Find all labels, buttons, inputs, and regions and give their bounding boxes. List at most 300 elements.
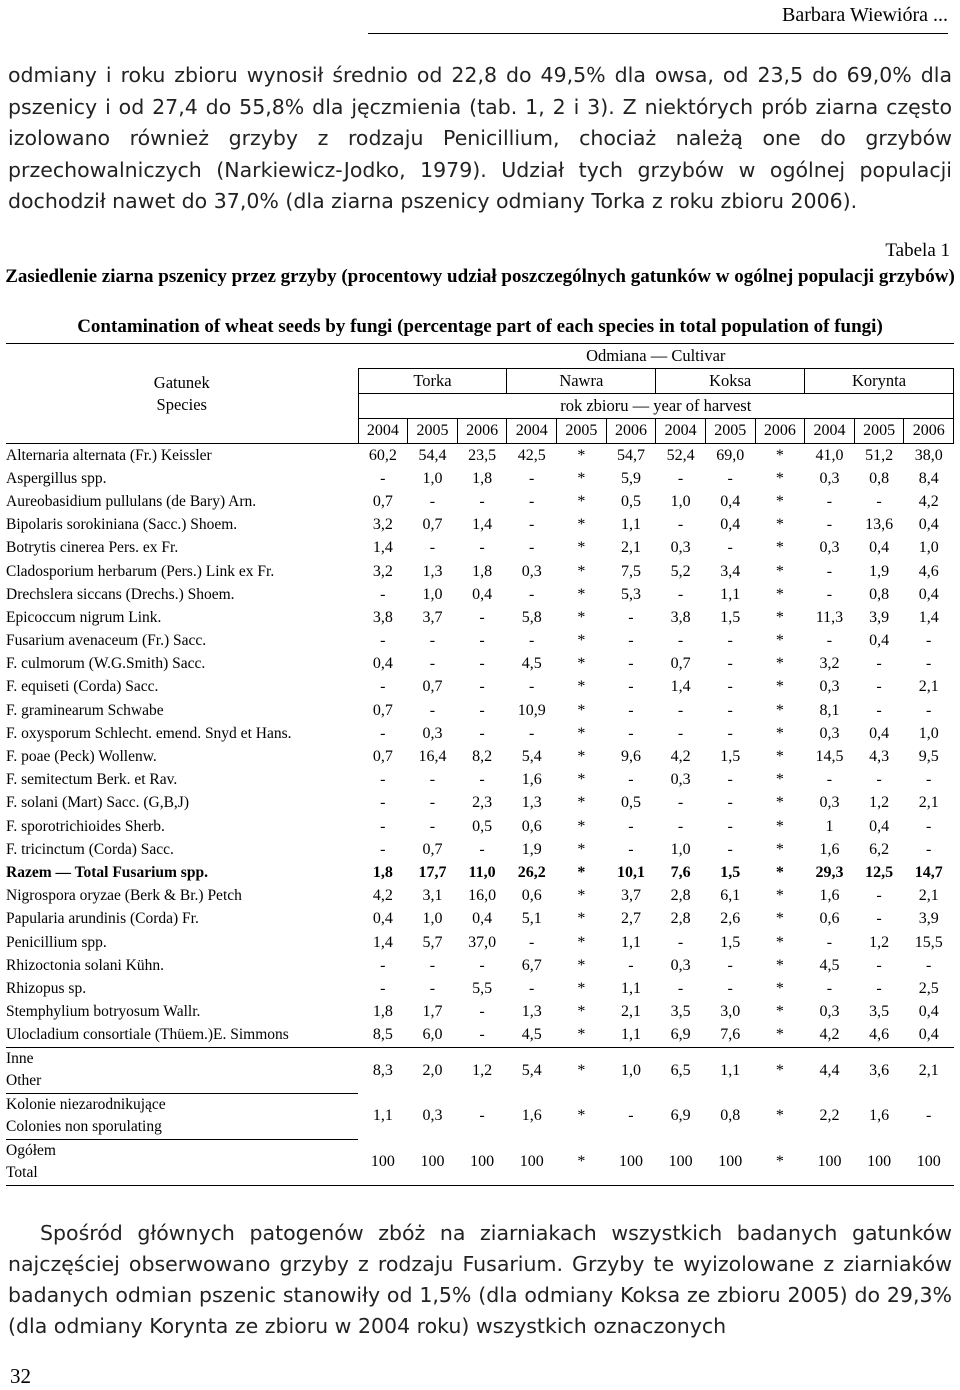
value-cell: - [479,678,485,696]
value-cell: 6,9 [670,1107,691,1125]
value-cell: 5,8 [521,608,542,626]
value-cell: * [775,585,784,603]
value-cell: - [826,933,833,951]
outro-paragraph [8,1218,952,1342]
value-cell: 6,1 [720,887,741,905]
value-cell: 0,8 [869,469,890,487]
value-cell: 1,0 [918,724,939,742]
value-cell: 60,2 [358,444,408,468]
value-cell: 3,5 [869,1003,890,1021]
table-row [6,444,954,468]
year-cell: 2005 [854,419,904,444]
year-cell: 2006 [755,419,805,444]
value-cell: - [628,655,634,673]
value-cell: 1,5 [720,748,741,766]
value-cell: - [628,701,634,719]
value-cell: * [577,979,586,997]
value-cell: 3,9 [918,910,939,928]
value-cell: - [826,771,833,789]
value-cell: * [577,1003,586,1021]
value-cell: - [876,887,882,905]
value-cell: - [926,771,932,789]
value-cell: 4,5 [521,655,542,673]
value-cell: - [479,840,485,858]
value-cell: - [677,817,684,835]
value-cell: - [479,724,485,742]
value-cell: 14,5 [815,748,844,766]
value-cell: 2,2 [819,1107,840,1125]
value-cell: * [775,1026,784,1044]
value-cell: - [876,910,882,928]
value-cell: - [628,608,634,626]
value-cell: - [628,771,634,789]
value-cell: * [775,1003,784,1021]
species-name: Rhizoctonia solani Kühn. [6,956,164,974]
value-cell: * [775,840,784,858]
value-cell: 1,9 [869,562,890,580]
species-name: F. culmorum (W.G.Smith) Sacc. [6,655,206,673]
value-cell: 54,7 [606,444,656,468]
value-cell: 4,2 [670,748,691,766]
value-cell: - [429,979,436,997]
value-cell: 0,4 [472,585,493,603]
value-cell: 0,8 [869,585,890,603]
value-cell: - [628,956,634,974]
value-cell: 3,4 [720,562,741,580]
value-cell: * [775,655,784,673]
value-cell: * [775,632,784,650]
value-cell: * [577,724,586,742]
value-cell: * [775,771,784,789]
value-cell: - [876,701,882,719]
value-cell: 1,8 [472,562,493,580]
species-name: Botrytis cinerea Pers. ex Fr. [6,539,179,557]
value-cell: 23,5 [457,444,507,468]
value-cell: 1,1 [372,1107,393,1125]
value-cell: - [380,585,386,603]
value-cell: * [577,516,586,534]
table-row [6,769,954,792]
intro-paragraph [8,60,952,218]
species-name: F. tricinctum (Corda) Sacc. [6,840,174,858]
species-name: Papularia arundinis (Corda) Fr. [6,910,199,928]
table-row [6,954,954,977]
value-cell: 41,0 [805,444,855,468]
value-cell: - [826,585,833,603]
table-body [6,444,954,1186]
cultivar-header: Odmiana — Cultivar [358,344,954,369]
value-cell: - [479,1107,485,1125]
value-cell: 1,2 [869,933,890,951]
value-cell: 1,0 [422,910,443,928]
table-row [6,676,954,699]
value-cell: 100 [457,1139,507,1185]
value-cell: 9,5 [918,748,939,766]
value-cell: 1,4 [918,608,939,626]
value-cell: - [826,632,833,650]
value-cell: 10,9 [517,701,546,719]
value-cell: 4,2 [918,492,939,510]
table-row [6,861,954,884]
value-cell: - [529,933,535,951]
value-cell: - [429,956,436,974]
value-cell: 5,5 [472,979,493,997]
value-cell: - [529,632,535,650]
value-cell: - [677,794,684,812]
value-cell: - [826,979,833,997]
value-cell: 16,4 [418,748,447,766]
year-cell: 2005 [408,419,458,444]
table-caption-polish: Zasiedlenie ziarna pszenicy przez grzyby (procentowy udział poszczególnych gatunków w ogólnej populacji grzybów) [5,266,955,287]
species-name: Aspergillus spp. [6,469,107,487]
value-cell: - [479,608,485,626]
value-cell: 8,4 [918,469,939,487]
value-cell: - [677,632,684,650]
value-cell: - [529,469,535,487]
value-cell: 7,6 [670,863,691,881]
value-cell: - [529,492,535,510]
value-cell: - [926,956,932,974]
value-cell: 8,5 [372,1026,393,1044]
value-cell: 0,5 [620,794,641,812]
value-cell: 100 [705,1139,755,1185]
value-cell: 0,4 [720,516,741,534]
value-cell: 3,5 [670,1003,691,1021]
value-cell: * [755,1139,805,1185]
value-cell: 1,0 [606,1047,656,1093]
value-cell: 1,5 [720,608,741,626]
value-cell: 2,8 [670,910,691,928]
value-cell: 5,4 [521,748,542,766]
year-cell: 2004 [656,419,706,444]
value-cell: * [775,724,784,742]
value-cell: - [926,701,932,719]
value-cell: 2,7 [620,910,641,928]
value-cell: 0,3 [670,771,691,789]
value-cell: 0,3 [819,539,840,557]
table-row [6,653,954,676]
table-row [6,885,954,908]
value-cell: - [727,469,733,487]
value-cell: 1,0 [670,840,691,858]
value-cell: 8,3 [358,1047,408,1093]
value-cell: * [577,562,586,580]
value-cell: 5,1 [521,910,542,928]
value-cell: - [727,632,733,650]
value-cell: 0,4 [372,655,393,673]
value-cell: 3,8 [372,608,393,626]
value-cell: 9,6 [620,748,641,766]
value-cell: 8,2 [472,748,493,766]
value-cell: 0,4 [918,1003,939,1021]
value-cell: 1,1 [720,585,741,603]
value-cell: - [727,794,733,812]
value-cell: 1,2 [457,1047,507,1093]
value-cell: 0,7 [372,492,393,510]
value-cell: 2,1 [918,794,939,812]
table-row [6,908,954,931]
value-cell: 4,5 [819,956,840,974]
table-row [6,1093,954,1139]
value-cell: 100 [805,1139,855,1185]
value-cell: 8,1 [819,701,840,719]
value-cell: 6,5 [656,1047,706,1093]
species-name: F. poae (Peck) Wollenw. [6,748,157,766]
value-cell: - [479,632,485,650]
value-cell: - [677,585,684,603]
value-cell: - [429,771,436,789]
value-cell: - [677,979,684,997]
value-cell: * [775,979,784,997]
species-name: Nigrospora oryzae (Berk & Br.) Petch [6,887,242,905]
value-cell: * [775,863,784,881]
value-cell: - [429,817,436,835]
value-cell: - [926,655,932,673]
value-cell: * [775,539,784,557]
value-cell: 1,1 [620,516,641,534]
value-cell: 0,3 [819,469,840,487]
value-cell: 0,3 [422,1107,443,1125]
value-cell: - [926,1107,932,1125]
value-cell: 0,4 [869,539,890,557]
value-cell: 13,6 [865,516,894,534]
value-cell: - [727,771,733,789]
cultivar-koksa: Koksa [656,369,805,394]
value-cell: 0,4 [720,492,741,510]
species-name: Penicillium spp. [6,933,107,951]
value-cell: * [577,585,586,603]
table-row [6,838,954,861]
value-cell: - [628,632,634,650]
value-cell: - [479,492,485,510]
value-cell: - [727,817,733,835]
year-cell: 2004 [805,419,855,444]
value-cell: 3,8 [670,608,691,626]
value-cell: 4,6 [869,1026,890,1044]
value-cell: - [380,840,386,858]
table-row [6,931,954,954]
value-cell: 6,9 [670,1026,691,1044]
value-cell: - [727,840,733,858]
species-name: Drechslera siccans (Drechs.) Shoem. [6,585,235,603]
value-cell: * [577,492,586,510]
value-cell: 38,0 [904,444,954,468]
value-cell: 1,6 [521,771,542,789]
value-cell: * [775,817,784,835]
value-cell: * [775,492,784,510]
value-cell: * [577,469,586,487]
year-cell: 2006 [904,419,954,444]
value-cell: 0,3 [819,794,840,812]
value-cell: - [727,678,733,696]
value-cell: * [557,1047,607,1093]
intro-text: odmiany i roku zbioru wynosił średnio od 22,8 do 49,5% dla owsa, od 23,5 do 69,0% dla pszenicy i od 27,4 do 55,8% dla jęczmienia (tab. 1, 2 i 3). Z niektórych prób ziarna często izolowano również grzyby z rodzaju Penicillium, chociaż należą one do grzybów przechowalniczych (Narkiewicz-Jodko, 1979). Udział tych grzybów w ogólnej populacji dochodził nawet do 37,0% (dla ziarna pszenicy odmiany Torka z roku zbioru 2006). [8,63,952,213]
value-cell: 2,1 [620,1003,641,1021]
value-cell: * [577,632,586,650]
value-cell: * [577,933,586,951]
value-cell: 52,4 [656,444,706,468]
value-cell: 1,2 [869,794,890,812]
value-cell: 5,3 [620,585,641,603]
value-cell: 2,1 [620,539,641,557]
value-cell: 0,7 [422,840,443,858]
value-cell: 0,7 [670,655,691,673]
value-cell: 0,4 [869,724,890,742]
species-name: Rhizopus sp. [6,979,87,997]
value-cell: 3,2 [372,516,393,534]
value-cell: * [577,701,586,719]
value-cell: 2,6 [720,910,741,928]
value-cell: 54,4 [408,444,458,468]
value-cell: 1,3 [521,1003,542,1021]
value-cell: 3,1 [422,887,443,905]
species-name: F. graminearum Schwabe [6,701,164,719]
value-cell: 0,3 [670,539,691,557]
value-cell: 4,6 [918,562,939,580]
value-cell: - [727,724,733,742]
value-cell: 100 [854,1139,904,1185]
value-cell: - [380,979,386,997]
value-cell: - [380,794,386,812]
value-cell: - [876,956,882,974]
value-cell: 1,4 [472,516,493,534]
value-cell: - [429,492,436,510]
value-cell: 1,8 [372,863,393,881]
value-cell: - [380,678,386,696]
value-cell: * [775,516,784,534]
value-cell: 10,1 [616,863,645,881]
table-row [6,699,954,722]
value-cell: 0,6 [521,887,542,905]
value-cell: * [577,1026,586,1044]
value-cell: 1 [825,817,834,835]
value-cell: 1,0 [918,539,939,557]
value-cell: - [826,516,833,534]
value-cell: * [775,469,784,487]
value-cell: 5,2 [670,562,691,580]
year-cell: 2004 [358,419,408,444]
species-name: Ogółem Total [6,1139,358,1185]
year-cell: 2006 [606,419,656,444]
value-cell: - [429,632,436,650]
value-cell: * [577,863,586,881]
value-cell: - [479,1003,485,1021]
value-cell: 16,0 [468,887,497,905]
value-cell: 1,4 [372,539,393,557]
cultivar-torka: Torka [358,369,507,394]
table-row [6,467,954,490]
value-cell: 100 [656,1139,706,1185]
value-cell: - [479,1026,485,1044]
value-cell: 6,7 [521,956,542,974]
value-cell: 42,5 [507,444,557,468]
value-cell: 0,6 [819,910,840,928]
value-cell: 0,7 [422,516,443,534]
value-cell: - [429,655,436,673]
table-row [6,1001,954,1024]
value-cell: 0,3 [521,562,542,580]
species-header: Gatunek Species [6,344,358,444]
value-cell: * [775,562,784,580]
value-cell: - [727,655,733,673]
value-cell: 0,3 [819,678,840,696]
value-cell: - [529,724,535,742]
value-cell: 1,8 [472,469,493,487]
value-cell: - [628,1107,634,1125]
value-cell: 3,6 [854,1047,904,1093]
species-name: Cladosporium herbarum (Pers.) Link ex Fr. [6,562,275,580]
page-number: 32 [10,1364,31,1388]
value-cell: 0,7 [372,748,393,766]
value-cell: * [577,794,586,812]
value-cell: - [677,724,684,742]
table-row [6,815,954,838]
value-cell: - [628,724,634,742]
value-cell: 1,1 [620,933,641,951]
running-header [368,4,948,34]
value-cell: 1,0 [422,469,443,487]
species-name: Bipolaris sorokiniana (Sacc.) Shoem. [6,516,238,534]
species-name: Stemphylium botryosum Wallr. [6,1003,201,1021]
table-row [6,745,954,768]
table-row [6,630,954,653]
outro-text: Spośród głównych patogenów zbóż na ziarniakach wszystkich badanych gatunków najczęściej obserwowano grzyby z rodzaju Fusarium. Grzyby te wyizolowane z ziarniaków badanych odmian pszenic stanowiły od 1,5% (dla odmiany Koksa ze zbioru 2005) do 29,3% (dla odmiany Korynta ze zbioru w 2004 roku) wszystkich oznaczonych [8,1221,952,1338]
species-name: Aureobasidium pullulans (de Bary) Arn. [6,492,257,510]
value-cell: 100 [507,1139,557,1185]
value-cell: - [727,956,733,974]
value-cell: 100 [408,1139,458,1185]
value-cell: - [529,979,535,997]
value-cell: 1,6 [869,1107,890,1125]
value-cell: * [577,539,586,557]
value-cell: - [926,817,932,835]
value-cell: 1,6 [521,1107,542,1125]
value-cell: - [628,817,634,835]
value-cell: 6,2 [869,840,890,858]
value-cell: 0,3 [819,724,840,742]
table-row [6,1139,954,1185]
species-name: Razem — Total Fusarium spp. [6,863,208,881]
value-cell: * [775,678,784,696]
value-cell: 11,0 [468,863,496,881]
value-cell: - [628,840,634,858]
value-cell: 2,1 [918,887,939,905]
value-cell: 7,6 [720,1026,741,1044]
table-row [6,537,954,560]
value-cell: 29,3 [815,863,844,881]
value-cell: 1,7 [422,1003,443,1021]
year-cell: 2004 [507,419,557,444]
value-cell: - [876,655,882,673]
value-cell: 1,6 [819,840,840,858]
table-row [6,606,954,629]
value-cell: 3,0 [720,1003,741,1021]
value-cell: * [577,1107,586,1125]
value-cell: 0,3 [819,1003,840,1021]
species-name: F. equiseti (Corda) Sacc. [6,678,159,696]
value-cell: 1,3 [521,794,542,812]
value-cell: 4,2 [372,887,393,905]
value-cell: - [479,956,485,974]
value-cell: 0,5 [472,817,493,835]
species-name: Kolonie niezarodnikujące Colonies non sporulating [6,1093,358,1139]
value-cell: 0,7 [422,678,443,696]
value-cell: 0,8 [720,1107,741,1125]
value-cell: 11,3 [815,608,844,626]
value-cell: * [775,701,784,719]
value-cell: - [677,469,684,487]
value-cell: - [479,539,485,557]
